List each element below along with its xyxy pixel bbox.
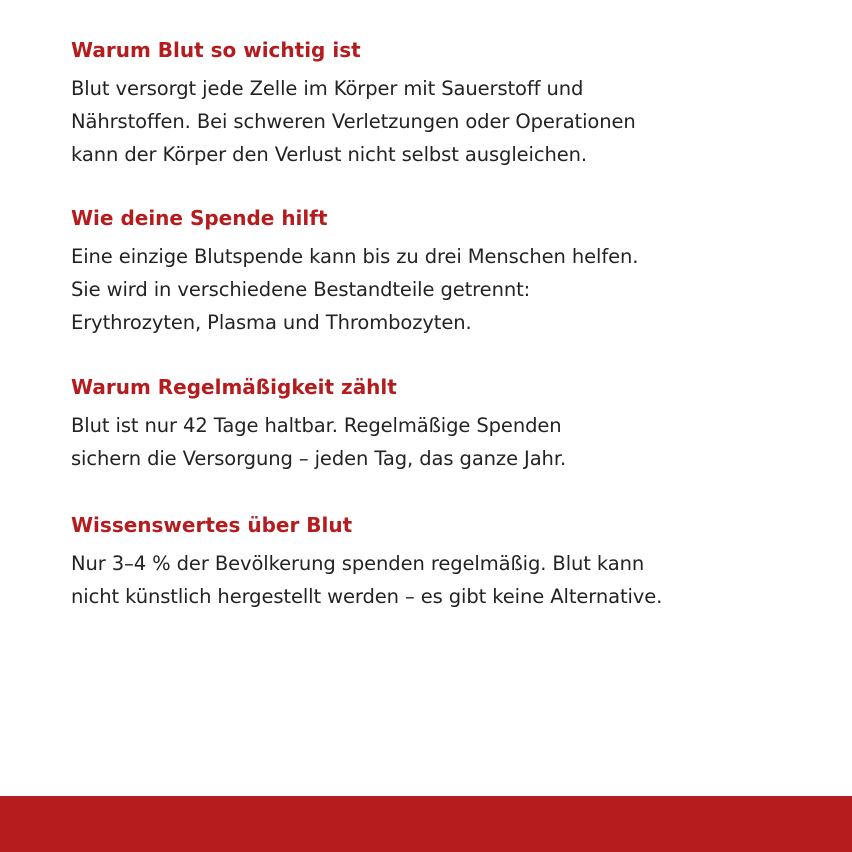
section-heading: Warum Blut so wichtig ist [71,38,361,62]
body-line: nicht künstlich hergestellt werden – es gibt keine Alternative. [71,585,663,608]
body-line: Nur 3–4 % der Bevölkerung spenden regelmäßig. Blut kann [71,552,645,575]
body-line: Sie wird in verschiedene Bestandteile getrennt: [71,278,531,301]
section-body [71,409,811,475]
section-heading: Warum Regelmäßigkeit zählt [71,375,397,399]
section-body [71,547,811,613]
body-line: Nährstoffen. Bei schweren Verletzungen oder Operationen [71,110,636,133]
body-line: sichern die Versorgung – jeden Tag, das ganze Jahr. [71,447,567,470]
body-line: kann der Körper den Verlust nicht selbst ausgleichen. [71,143,587,166]
body-line: Erythrozyten, Plasma und Thrombozyten. [71,311,472,334]
section-facts-about-blood [71,512,811,613]
section-body [71,240,811,339]
section-regularity-matters [71,374,811,475]
body-line: Blut versorgt jede Zelle im Körper mit Sauerstoff und [71,77,584,100]
body-line: Blut ist nur 42 Tage haltbar. Regelmäßige Spenden [71,414,562,437]
section-why-blood-important [71,37,811,171]
footer-bar [0,796,852,852]
section-body [71,72,811,171]
section-how-donation-helps [71,205,811,339]
section-heading: Wie deine Spende hilft [71,206,328,230]
section-heading: Wissenswertes über Blut [71,513,353,537]
body-line: Eine einzige Blutspende kann bis zu drei Menschen helfen. [71,245,639,268]
